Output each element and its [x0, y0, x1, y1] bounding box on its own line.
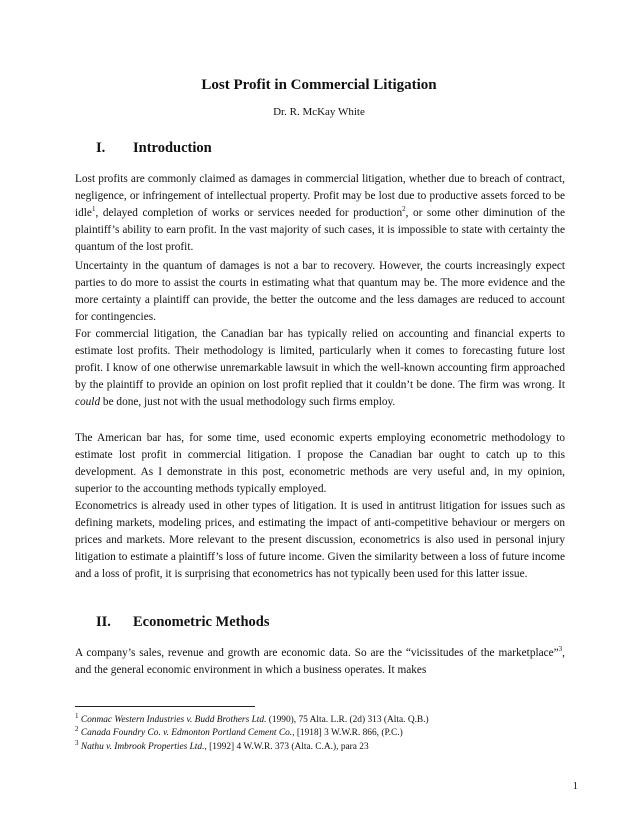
paragraph-1: Lost profits are commonly claimed as damages in commercial litigation, whether due to breach of contract, negligence, or infringement of intellectual property. Profit may be lost due to productive assets forced to be idle$^1$, delayed completion of works or services needed for production$^2$, or some other diminution of the plaintiff’s ability to earn profit. In the vast majority of such cases, it is impossible to state with certainty the quantum of the lost profit.	[75, 173, 565, 254]
paragraph-2: Uncertainty in the quantum of damages is not a bar to recovery. However, the courts increasingly expect parties to do more to assist the courts in estimating what that quantum may be. The more evidence and the more certainty a plaintiff can provide, the better the outcome and the less damages are reduced to account for contingencies.	[75, 260, 565, 324]
footnote-1	[75, 711, 575, 726]
footnote-marker: 1	[75, 711, 79, 720]
section-title: Econometric Methods	[133, 614, 270, 630]
footnote-citation: , [1992] 4 W.W.R. 373 (Alta. C.A.), para 23	[204, 742, 369, 752]
emphasis-could: could	[75, 396, 101, 409]
section-number: I.	[96, 140, 106, 156]
paragraph-4: The American bar has, for some time, used economic experts employing econometric methodology to estimate lost profit in commercial litigation. I propose the Canadian bar ought to catch up to this development. As I demonstrate in this post, econometric methods are very useful and, in my opinion, superior to the accounting methods typically employed.	[75, 432, 565, 496]
document-title: Lost Profit in Commercial Litigation	[201, 77, 437, 93]
paragraph-3: For commercial litigation, the Canadian bar has typically relied on accounting and financial experts to estimate lost profits. Their methodology is limited, particularly when it comes to forecasting future lost profit. I know of one otherwise unremarkable lawsuit in which the well-known accounting firm approached by the plaintiff to provide an opinion on lost profit replied that it couldn’t be done. The firm was wrong. It could be done, just not with the usual methodology such firms employ.	[75, 328, 565, 409]
footnote-marker: 3	[75, 738, 79, 747]
footnote-2	[75, 724, 575, 739]
section-heading-econometric-methods	[96, 613, 270, 631]
document-author: Dr. R. McKay White	[273, 106, 365, 118]
footnote-citation: , [1918] 3 W.W.R. 866, (P.C.)	[292, 728, 403, 738]
footnote-3	[75, 738, 575, 753]
footnote-marker: 2	[75, 724, 79, 733]
page-number: 1	[572, 781, 578, 792]
section-heading-introduction	[96, 139, 212, 157]
section-title: Introduction	[133, 140, 212, 156]
footnote-ref-2: 2	[402, 205, 406, 214]
footnote-citation: (1990), 75 Alta. L.R. (2d) 313 (Alta. Q.B.)	[266, 715, 429, 725]
paragraph-5: Econometrics is already used in other types of litigation. It is used in antitrust litigation for issues such as defining markets, modeling prices, and estimating the impact of anti-competitive behaviour or mergers on prices and markets. More relevant to the present discussion, econometrics is also used in personal injury litigation to estimate a plaintiff’s loss of future income. Given the similarity between a loss of future income and a loss of profit, it is surprising that econometrics has not typically been used for this latter issue.	[75, 500, 565, 581]
footnote-ref-3: 3	[558, 645, 563, 654]
footnote-case-name: Conmac Western Industries v. Budd Brothers Ltd.	[80, 715, 267, 725]
paragraph-6: A company’s sales, revenue and growth are economic data. So are the “vicissitudes of the marketplace”$^3$, and the general economic environment in which a business operates. It makes	[75, 645, 565, 677]
footnote-ref-1: 1	[91, 205, 96, 214]
footnote-divider	[75, 706, 255, 707]
footnote-case-name: Canada Foundry Co. v. Edmonton Portland Cement Co.	[80, 728, 293, 738]
section-number: II.	[96, 614, 111, 630]
footnote-case-name: Nathu v. Imbrook Properties Ltd.	[80, 742, 205, 752]
